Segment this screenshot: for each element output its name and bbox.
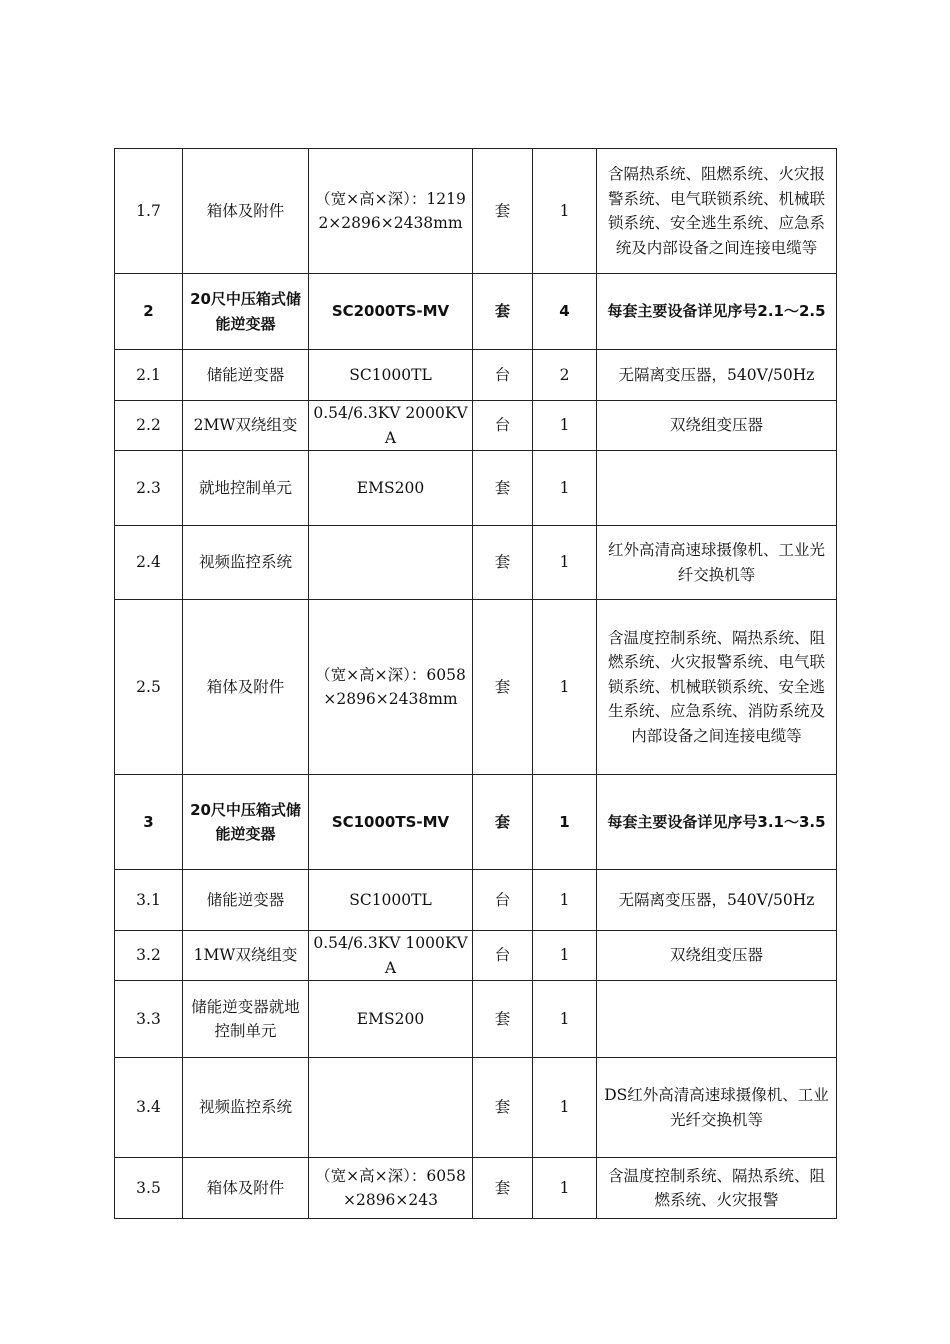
row-number: 3 bbox=[115, 775, 183, 870]
item-name: 就地控制单元 bbox=[183, 451, 309, 526]
item-name: 20尺中压箱式储能逆变器 bbox=[183, 775, 309, 870]
quantity: 1 bbox=[533, 931, 597, 981]
quantity: 1 bbox=[533, 1058, 597, 1158]
model-spec bbox=[309, 1058, 473, 1158]
row-number: 2.5 bbox=[115, 600, 183, 775]
unit: 套 bbox=[473, 149, 533, 274]
remark: 每套主要设备详见序号3.1～3.5 bbox=[597, 775, 837, 870]
row-number: 2.1 bbox=[115, 350, 183, 401]
quantity: 1 bbox=[533, 870, 597, 931]
quantity: 1 bbox=[533, 1158, 597, 1219]
quantity: 1 bbox=[533, 600, 597, 775]
row-number: 2.4 bbox=[115, 526, 183, 600]
quantity: 1 bbox=[533, 451, 597, 526]
row-number: 3.5 bbox=[115, 1158, 183, 1219]
model-spec: SC1000TL bbox=[309, 350, 473, 401]
remark bbox=[597, 451, 837, 526]
table-row bbox=[115, 451, 837, 526]
quantity: 1 bbox=[533, 401, 597, 451]
model-spec: （宽×高×深）：12192×2896×2438mm bbox=[309, 149, 473, 274]
remark: 无隔离变压器，540V/50Hz bbox=[597, 350, 837, 401]
table-row bbox=[115, 1158, 837, 1219]
table-row bbox=[115, 274, 837, 350]
unit: 套 bbox=[473, 775, 533, 870]
item-name: 视频监控系统 bbox=[183, 1058, 309, 1158]
item-name: 箱体及附件 bbox=[183, 149, 309, 274]
unit: 台 bbox=[473, 401, 533, 451]
unit: 套 bbox=[473, 1158, 533, 1219]
remark: 双绕组变压器 bbox=[597, 401, 837, 451]
row-number: 3.1 bbox=[115, 870, 183, 931]
item-name: 1MW双绕组变 bbox=[183, 931, 309, 981]
remark bbox=[597, 981, 837, 1058]
table-row bbox=[115, 870, 837, 931]
table-row bbox=[115, 931, 837, 981]
row-number: 3.4 bbox=[115, 1058, 183, 1158]
model-spec: 0.54/6.3KV 1000KVA bbox=[309, 931, 473, 981]
table-row bbox=[115, 526, 837, 600]
remark: 含温度控制系统、隔热系统、阻燃系统、火灾报警系统、电气联锁系统、机械联锁系统、安全逃生系统、应急系统、消防系统及内部设备之间连接电缆等 bbox=[597, 600, 837, 775]
unit: 台 bbox=[473, 350, 533, 401]
quantity: 1 bbox=[533, 775, 597, 870]
row-number: 2.3 bbox=[115, 451, 183, 526]
table-row bbox=[115, 350, 837, 401]
quantity: 2 bbox=[533, 350, 597, 401]
item-name: 储能逆变器 bbox=[183, 350, 309, 401]
row-number: 1.7 bbox=[115, 149, 183, 274]
item-name: 20尺中压箱式储能逆变器 bbox=[183, 274, 309, 350]
unit: 套 bbox=[473, 600, 533, 775]
remark: DS红外高清高速球摄像机、工业光纤交换机等 bbox=[597, 1058, 837, 1158]
model-spec: （宽×高×深）：6058×2896×2438mm bbox=[309, 600, 473, 775]
remark: 含隔热系统、阻燃系统、火灾报警系统、电气联锁系统、机械联锁系统、安全逃生系统、应急系统及内部设备之间连接电缆等 bbox=[597, 149, 837, 274]
unit: 台 bbox=[473, 931, 533, 981]
remark: 含温度控制系统、隔热系统、阻燃系统、火灾报警 bbox=[597, 1158, 837, 1219]
table-row bbox=[115, 600, 837, 775]
model-spec: SC1000TL bbox=[309, 870, 473, 931]
item-name: 储能逆变器就地控制单元 bbox=[183, 981, 309, 1058]
remark: 红外高清高速球摄像机、工业光纤交换机等 bbox=[597, 526, 837, 600]
table-row bbox=[115, 1058, 837, 1158]
table-row bbox=[115, 981, 837, 1058]
unit: 套 bbox=[473, 1058, 533, 1158]
row-number: 2 bbox=[115, 274, 183, 350]
row-number: 2.2 bbox=[115, 401, 183, 451]
remark: 双绕组变压器 bbox=[597, 931, 837, 981]
model-spec: 0.54/6.3KV 2000KVA bbox=[309, 401, 473, 451]
model-spec: EMS200 bbox=[309, 451, 473, 526]
equipment-table bbox=[114, 148, 837, 1219]
item-name: 储能逆变器 bbox=[183, 870, 309, 931]
table-row bbox=[115, 149, 837, 274]
model-spec: （宽×高×深）：6058×2896×243 bbox=[309, 1158, 473, 1219]
unit: 套 bbox=[473, 526, 533, 600]
unit: 套 bbox=[473, 451, 533, 526]
quantity: 1 bbox=[533, 149, 597, 274]
model-spec: EMS200 bbox=[309, 981, 473, 1058]
model-spec: SC1000TS-MV bbox=[309, 775, 473, 870]
table-row bbox=[115, 775, 837, 870]
row-number: 3.3 bbox=[115, 981, 183, 1058]
remark: 无隔离变压器，540V/50Hz bbox=[597, 870, 837, 931]
quantity: 1 bbox=[533, 981, 597, 1058]
remark: 每套主要设备详见序号2.1～2.5 bbox=[597, 274, 837, 350]
quantity: 1 bbox=[533, 526, 597, 600]
row-number: 3.2 bbox=[115, 931, 183, 981]
item-name: 2MW双绕组变 bbox=[183, 401, 309, 451]
item-name: 箱体及附件 bbox=[183, 600, 309, 775]
model-spec: SC2000TS-MV bbox=[309, 274, 473, 350]
unit: 套 bbox=[473, 274, 533, 350]
item-name: 视频监控系统 bbox=[183, 526, 309, 600]
unit: 台 bbox=[473, 870, 533, 931]
unit: 套 bbox=[473, 981, 533, 1058]
item-name: 箱体及附件 bbox=[183, 1158, 309, 1219]
table-row bbox=[115, 401, 837, 451]
quantity: 4 bbox=[533, 274, 597, 350]
model-spec bbox=[309, 526, 473, 600]
